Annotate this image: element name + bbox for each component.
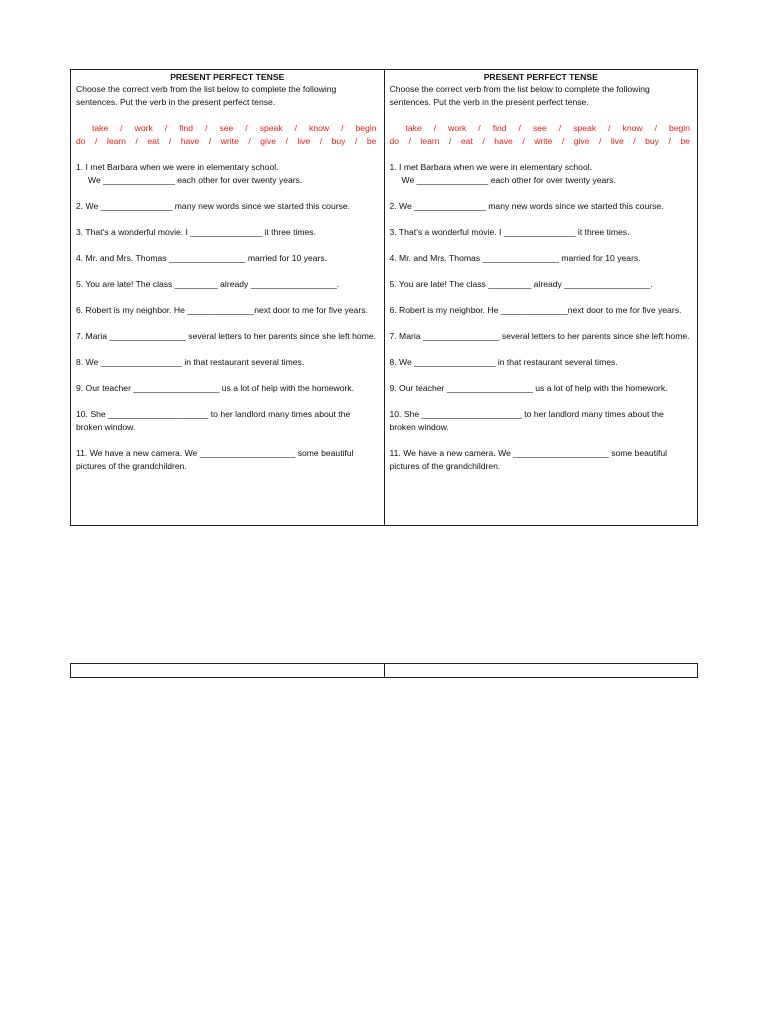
worksheet-cell-right — [384, 70, 698, 525]
verb-separator: / — [449, 136, 452, 146]
verb-word: eat — [460, 136, 473, 146]
verb-word: learn — [106, 136, 127, 146]
exercise-item — [390, 278, 693, 291]
verb-separator: / — [205, 123, 208, 133]
exercise-text: 8. We _________________ in that restaurant several times. — [389, 357, 618, 367]
verb-word: find — [492, 123, 507, 133]
exercise-text: 4. Mr. and Mrs. Thomas ________________ married for 10 years. — [76, 253, 328, 263]
exercise-text: 6. Robert is my neighbor. He ______________next door to me for five years. — [389, 305, 682, 315]
exercise-item — [76, 382, 379, 395]
verb-word: be — [366, 136, 377, 146]
exercise-item — [76, 356, 379, 369]
exercise-list — [76, 161, 379, 473]
exercise-text: 10. She _____________________ to her landlord many times about the broken window. — [389, 409, 664, 432]
verb-separator: / — [354, 136, 358, 146]
verb-word: begin — [355, 123, 377, 133]
exercise-text: 8. We _________________ in that restaurant several times. — [76, 357, 305, 367]
exercise-text: 1. I met Barbara when we were in elementary school. — [389, 162, 593, 172]
exercise-item — [76, 330, 379, 343]
verb-separator: / — [478, 123, 481, 133]
exercise-text: 5. You are late! The class _________ already __________________. — [389, 279, 653, 289]
exercise-item — [390, 330, 693, 343]
exercise-text: 3. That’s a wonderful movie. I _______________ it three times. — [76, 227, 316, 237]
exercise-text: We _______________ each other for over twenty years. — [88, 175, 303, 185]
exercise-text: 6. Robert is my neighbor. He ______________next door to me for five years. — [76, 305, 368, 315]
verb-word: eat — [147, 136, 160, 146]
exercise-item — [390, 304, 693, 317]
verb-separator: / — [668, 136, 671, 146]
exercise-text: 2. We _______________ many new words since we started this course. — [389, 201, 664, 211]
verb-word: buy — [331, 136, 346, 146]
verb-separator: / — [164, 123, 168, 133]
verb-word: buy — [645, 136, 659, 146]
verb-word: speak — [259, 123, 283, 133]
verb-word: do — [76, 136, 86, 146]
verb-word: speak — [573, 123, 597, 133]
verb-word: begin — [668, 123, 690, 133]
exercise-text: 3. That’s a wonderful movie. I _______________ it three times. — [389, 227, 630, 237]
empty-cell-left — [71, 664, 384, 677]
verb-separator: / — [120, 123, 123, 133]
verb-word: see — [532, 123, 547, 133]
exercise-item — [390, 200, 693, 213]
verb-separator: / — [654, 123, 657, 133]
exercise-text: 2. We _______________ many new words since we started this course. — [76, 201, 351, 211]
verb-word: learn — [420, 136, 440, 146]
verb-word: know — [309, 123, 330, 133]
verb-separator: / — [248, 136, 251, 146]
empty-cell-right — [384, 664, 698, 677]
verb-line-1 — [76, 122, 379, 135]
worksheet-cell-left — [71, 70, 384, 525]
exercise-text: 4. Mr. and Mrs. Thomas ________________ married for 10 years. — [389, 253, 641, 263]
verb-list — [76, 122, 379, 148]
exercise-text: 9. Our teacher __________________ us a lot of help with the homework. — [76, 383, 355, 393]
verb-list — [390, 122, 693, 148]
exercise-item — [390, 252, 693, 265]
verb-separator: / — [608, 123, 611, 133]
verb-separator: / — [598, 136, 602, 146]
exercise-item — [390, 356, 693, 369]
worksheet-title: PRESENT PERFECT TENSE — [483, 72, 598, 82]
empty-table-row — [70, 663, 698, 678]
verb-word: take — [405, 123, 422, 133]
exercise-item — [76, 408, 379, 434]
verb-word: write — [534, 136, 553, 146]
verb-separator: / — [518, 123, 521, 133]
exercise-item — [390, 382, 693, 395]
verb-word: work — [448, 123, 467, 133]
worksheet-table — [70, 69, 698, 526]
verb-word: work — [134, 123, 153, 133]
verb-word: live — [297, 136, 311, 146]
exercise-item — [76, 200, 379, 213]
verb-separator: / — [135, 136, 138, 146]
verb-separator: / — [558, 123, 562, 133]
exercise-text: 7. Maria ________________ several letters to her parents since she left home. — [76, 331, 377, 341]
exercise-text: 9. Our teacher __________________ us a lot of help with the homework. — [389, 383, 668, 393]
exercise-item — [390, 161, 693, 187]
verb-line-2 — [76, 135, 379, 148]
exercise-text: 7. Maria ________________ several letters to her parents since she left home. — [389, 331, 690, 341]
verb-word: give — [573, 136, 590, 146]
exercise-item — [390, 408, 693, 434]
verb-line-2 — [390, 135, 693, 148]
verb-separator: / — [319, 136, 323, 146]
exercise-item — [76, 252, 379, 265]
exercise-item — [390, 226, 693, 239]
verb-word: write — [220, 136, 239, 146]
verb-word: be — [680, 136, 690, 146]
verb-separator: / — [633, 136, 636, 146]
verb-word: find — [179, 123, 194, 133]
verb-word: take — [92, 123, 109, 133]
exercise-list — [390, 161, 693, 473]
verb-separator: / — [433, 123, 437, 133]
worksheet-instructions: Choose the correct verb from the list below to complete the following sentences. Put the verb in the present perfect tense. — [389, 84, 650, 107]
verb-separator: / — [341, 123, 344, 133]
verb-separator: / — [482, 136, 485, 146]
exercise-text: 1. I met Barbara when we were in elementary school. — [76, 162, 279, 172]
exercise-item — [76, 278, 379, 291]
verb-word: do — [389, 136, 400, 146]
verb-separator: / — [561, 136, 565, 146]
exercise-item — [76, 161, 379, 187]
verb-line-1 — [390, 122, 693, 135]
verb-separator: / — [408, 136, 411, 146]
verb-separator: / — [294, 123, 298, 133]
exercise-text: We _______________ each other for over twenty years. — [401, 175, 616, 185]
verb-separator: / — [285, 136, 288, 146]
exercise-item — [76, 304, 379, 317]
verb-separator: / — [208, 136, 212, 146]
verb-word: see — [219, 123, 234, 133]
verb-word: live — [610, 136, 624, 146]
verb-separator: / — [245, 123, 248, 133]
worksheet-title: PRESENT PERFECT TENSE — [170, 72, 285, 82]
verb-word: have — [180, 136, 200, 146]
exercise-item — [390, 447, 693, 473]
exercise-item — [76, 447, 379, 473]
exercise-text: 5. You are late! The class _________ already __________________. — [76, 279, 340, 289]
worksheet-instructions: Choose the correct verb from the list below to complete the following sentences. Put the verb in the present perfect tense. — [76, 84, 337, 107]
exercise-item — [76, 226, 379, 239]
exercise-text: 11. We have a new camera. We ____________________ some beautiful pictures of the grandchildren. — [389, 448, 668, 471]
verb-word: have — [494, 136, 513, 146]
verb-separator: / — [168, 136, 172, 146]
verb-word: know — [622, 123, 643, 133]
verb-word: give — [260, 136, 276, 146]
exercise-text: 11. We have a new camera. We ____________________ some beautiful pictures of the grandchildren. — [76, 448, 354, 471]
verb-separator: / — [522, 136, 525, 146]
exercise-text: 10. She _____________________ to her landlord many times about the broken window. — [76, 409, 351, 432]
verb-separator: / — [95, 136, 98, 146]
